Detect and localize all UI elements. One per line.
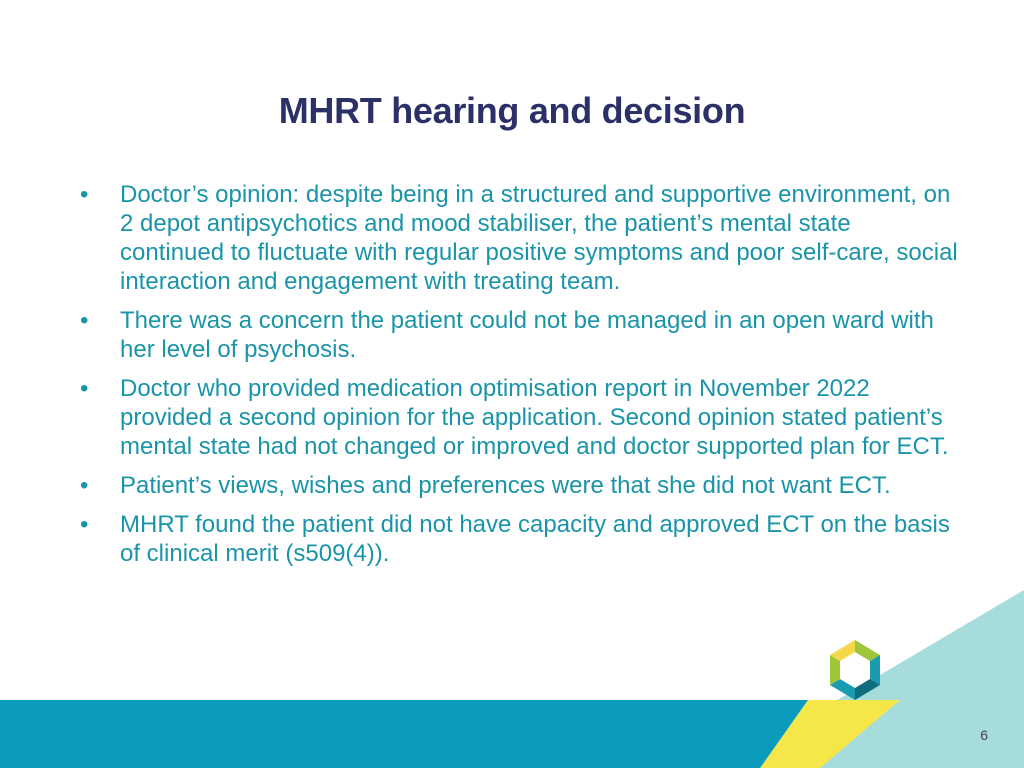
- page-number: 6: [980, 727, 988, 743]
- bullet-item: [80, 374, 960, 461]
- bullet-text: There was a concern the patient could not be managed in an open ward with her level of psychosis.: [120, 307, 934, 363]
- bullet-text: MHRT found the patient did not have capacity and approved ECT on the basis of clinical merit (s509(4)).: [120, 511, 950, 567]
- bullet-text: Patient’s views, wishes and preferences were that she did not want ECT.: [120, 472, 891, 499]
- bullet-text: Doctor who provided medication optimisation report in November 2022 provided a second opinion for the application. Second opinion stated patient’s mental state had not changed or improved and doctor supported plan for ECT.: [120, 375, 949, 460]
- bullet-icon: •: [80, 375, 89, 402]
- bullet-icon: •: [80, 307, 89, 334]
- bullet-item: [80, 510, 960, 568]
- slide-title: MHRT hearing and decision: [278, 90, 746, 131]
- footer-teal-band: [0, 700, 808, 768]
- bullet-item: [80, 306, 960, 364]
- hexagon-logo-icon: [826, 638, 884, 704]
- bullet-item: [80, 180, 960, 296]
- bullet-item: [80, 471, 960, 500]
- bullet-icon: •: [80, 511, 89, 538]
- bullet-text: Doctor’s opinion: despite being in a structured and supportive environment, on 2 depot antipsychotics and mood stabiliser, the patient’s mental state continued to fluctuate with regular positive symptoms and poor self-care, social interaction and engagement with treating team.: [120, 181, 958, 295]
- bullet-icon: •: [80, 181, 89, 208]
- bullet-list: [80, 180, 960, 578]
- bullet-icon: •: [80, 472, 89, 499]
